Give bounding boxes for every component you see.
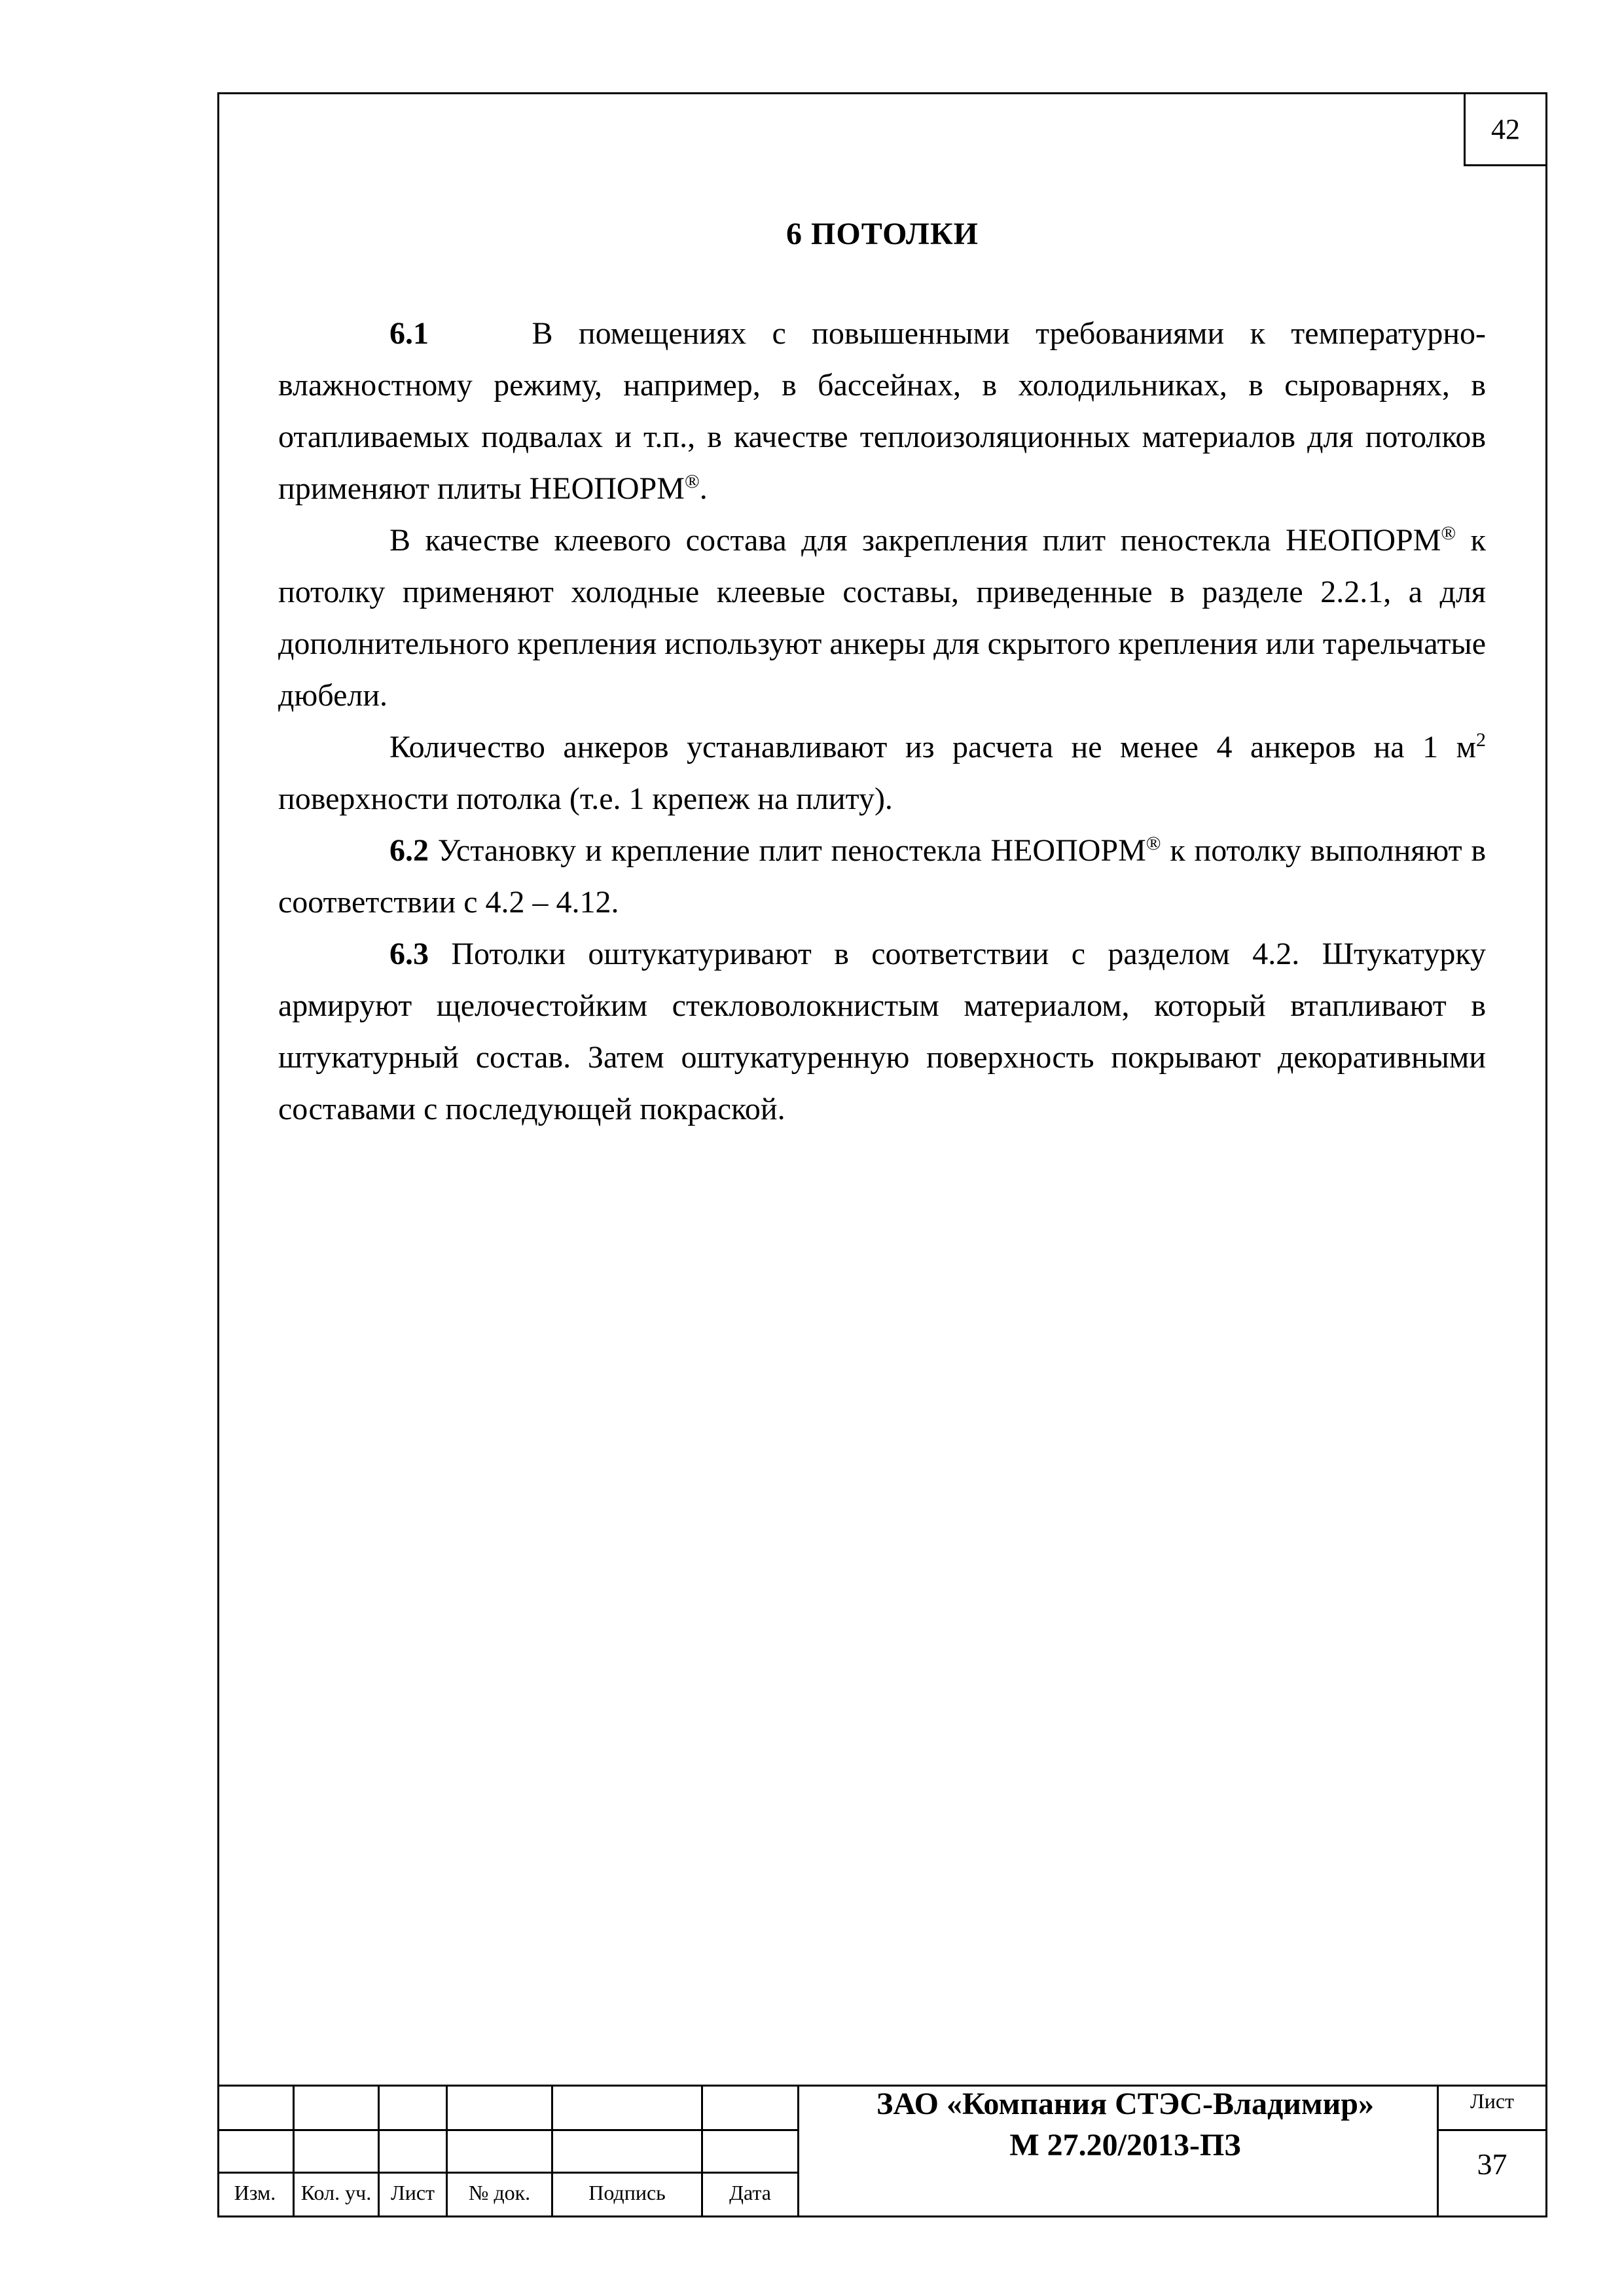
page-number-value: 42: [1491, 113, 1520, 145]
stamp-col-signature: Подпись: [588, 2181, 666, 2204]
sheet-label: Лист: [1470, 2089, 1514, 2113]
paragraph-6-2: [278, 825, 1486, 928]
company-name: ЗАО «Компания СТЭС-Владимир»: [876, 2087, 1374, 2121]
paragraph-text: .: [699, 471, 708, 506]
paragraph-anchors: [278, 721, 1486, 825]
stamp-col-doc: № док.: [468, 2181, 531, 2204]
stamp-col-list: Лист: [390, 2181, 435, 2204]
stamp-line: [217, 2172, 799, 2174]
document-code: М 27.20/2013-ПЗ: [1009, 2128, 1241, 2162]
stamp-line: [217, 2129, 799, 2131]
paragraph-text: Установку и крепление плит пеностекла НЕОПОРМ: [429, 833, 1146, 868]
registered-mark: ®: [684, 471, 700, 492]
stamp-title: [797, 2083, 1453, 2166]
paragraph-text: к потолку применяют холодные клеевые составы, приведенные в разделе 2.2.1, а для дополнительного крепления используют анкеры для скрытого крепления или тарельчатые дюбели.: [278, 523, 1486, 713]
paragraph-adhesive: [278, 514, 1486, 721]
section-title: 6 ПОТОЛКИ: [786, 217, 979, 251]
registered-mark: ®: [1441, 522, 1456, 544]
paragraph-text: Количество анкеров устанавливают из расчета не менее 4 анкеров на 1 м: [389, 730, 1476, 764]
paragraph-6-3: [278, 928, 1486, 1135]
superscript: 2: [1476, 729, 1486, 751]
paragraph-text: В качестве клеевого состава для закрепления плит пеностекла НЕОПОРМ: [389, 523, 1441, 558]
paragraph-text: В помещениях с повышенными требованиями к температурно-влажностному режиму, например, в бассейнах, в холодильниках, в сыроварнях, в отапливаемых подвалах и т.п., в качестве теплоизоляционных материалов для потолков применяют плиты НЕОПОРМ: [278, 316, 1487, 506]
paragraph-text: поверхности потолка (т.е. 1 крепеж на плиту).: [278, 781, 893, 816]
paragraph-text: Потолки оштукатуривают в соответствии с разделом 4.2. Штукатурку армируют щелочестойким стекловолокнистым материалом, который втапливают в штукатурный состав. Затем оштукатуренную поверхность покрывают декоративными составами с последующей покраской.: [278, 937, 1486, 1126]
sheet-number: 37: [1477, 2147, 1507, 2181]
registered-mark: ®: [1146, 833, 1161, 854]
clause-number: 6.1: [389, 316, 429, 351]
document-body: [278, 308, 1486, 1135]
stamp-col-date: Дата: [729, 2181, 771, 2204]
stamp-col-kol-uch: Кол. уч.: [300, 2181, 372, 2204]
stamp-line: [1437, 2129, 1547, 2131]
clause-number: 6.3: [389, 937, 429, 971]
paragraph-text: к потолку выполняют в соответствии с 4.2 – 4.12.: [278, 833, 1487, 920]
paragraph-6-1: [278, 308, 1486, 514]
page-number-top: [1464, 92, 1547, 166]
clause-number: 6.2: [389, 833, 429, 868]
stamp-col-izm: Изм.: [234, 2181, 276, 2204]
